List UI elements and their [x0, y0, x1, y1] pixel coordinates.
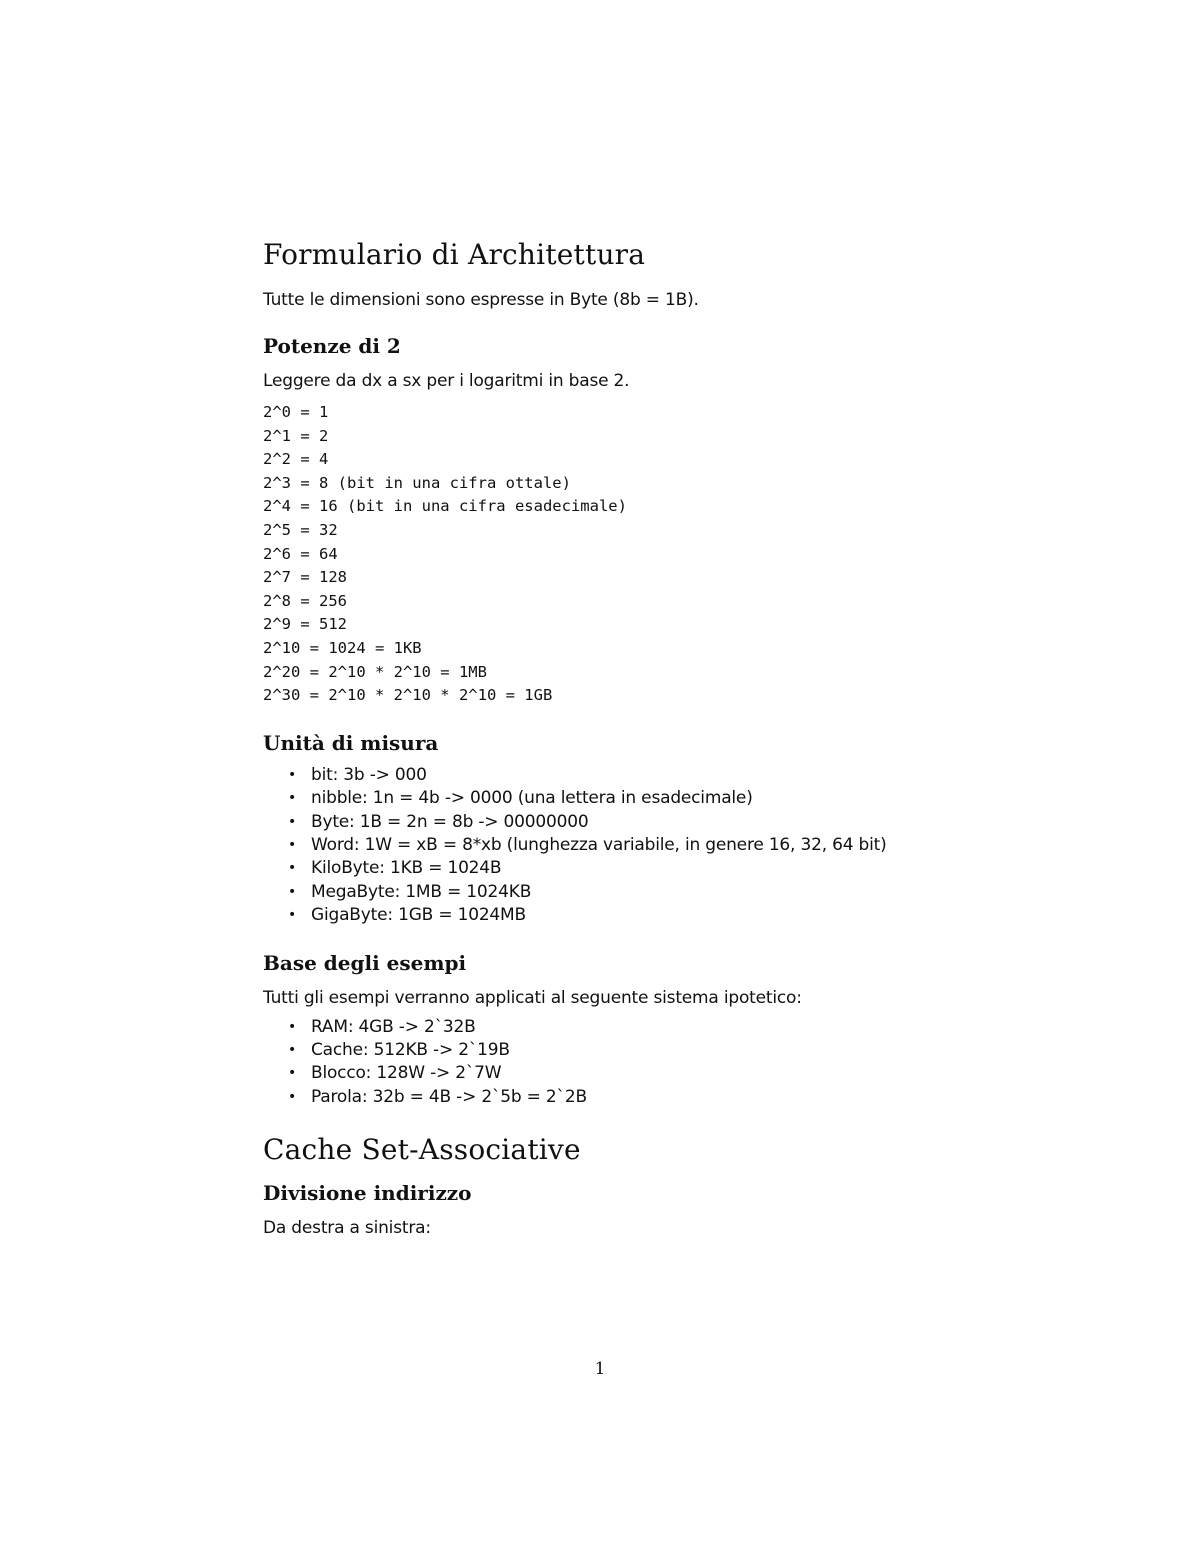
code-line: 2^4 = 16 (bit in una cifra esadecimale) — [263, 497, 627, 516]
code-line: 2^3 = 8 (bit in una cifra ottale) — [263, 473, 571, 492]
section-heading-base: Base degli esempi — [263, 950, 467, 975]
cache-title: Cache Set-Associative — [263, 1133, 581, 1167]
code-line: 2^7 = 128 — [263, 568, 347, 587]
page-number: 1 — [594, 1359, 606, 1379]
list-item-text: Blocco: 128W -> 2`7W — [311, 1063, 502, 1084]
list-item — [263, 764, 963, 787]
example-system-list — [263, 1016, 963, 1110]
page-content — [263, 236, 963, 1242]
bullet-icon: • — [288, 1041, 297, 1058]
bullet-icon: • — [288, 790, 297, 807]
code-line: 2^6 = 64 — [263, 544, 338, 563]
powers-of-two-block — [263, 401, 963, 708]
base-note: Tutti gli esempi verranno applicati al seguente sistema ipotetico: — [263, 987, 802, 1008]
list-item-text: bit: 3b -> 000 — [311, 764, 427, 785]
list-item — [263, 1039, 963, 1062]
bullet-icon: • — [288, 1018, 297, 1035]
section-heading-unita: Unità di misura — [263, 730, 439, 755]
potenze-note: Leggere da dx a sx per i logaritmi in base 2. — [263, 371, 630, 391]
list-item — [263, 904, 963, 927]
bullet-icon: • — [288, 1088, 297, 1105]
list-item-text: Parola: 32b = 4B -> 2`5b = 2`2B — [311, 1086, 587, 1107]
code-line: 2^10 = 1024 = 1KB — [263, 638, 422, 657]
bullet-icon: • — [288, 883, 297, 900]
divisione-note: Da destra a sinistra: — [263, 1218, 431, 1239]
bullet-icon: • — [288, 813, 297, 830]
list-item — [263, 1062, 963, 1085]
bullet-icon: • — [288, 1065, 297, 1082]
list-item — [263, 811, 963, 834]
list-item — [263, 881, 963, 904]
list-item — [263, 1086, 963, 1109]
code-line: 2^20 = 2^10 * 2^10 = 1MB — [263, 662, 487, 681]
code-line: 2^1 = 2 — [263, 426, 329, 445]
units-list — [263, 764, 963, 928]
code-line: 2^30 = 2^10 * 2^10 * 2^10 = 1GB — [263, 686, 553, 705]
code-line: 2^5 = 32 — [263, 520, 338, 539]
bullet-icon: • — [288, 860, 297, 877]
list-item — [263, 1016, 963, 1039]
intro-paragraph: Tutte le dimensioni sono espresse in Byte (8b = 1B). — [263, 290, 699, 310]
list-item-text: Word: 1W = xB = 8*xb (lunghezza variabile, in genere 16, 32, 64 bit) — [311, 834, 887, 855]
document-title: Formulario di Architettura — [263, 238, 646, 271]
code-line: 2^9 = 512 — [263, 615, 347, 634]
code-line: 2^8 = 256 — [263, 591, 347, 610]
list-item-text: RAM: 4GB -> 2`32B — [311, 1016, 476, 1037]
list-item-text: Cache: 512KB -> 2`19B — [311, 1039, 510, 1060]
list-item-text: nibble: 1n = 4b -> 0000 (una lettera in esadecimale) — [311, 788, 753, 809]
list-item — [263, 857, 963, 880]
list-item-text: Byte: 1B = 2n = 8b -> 00000000 — [311, 811, 589, 832]
list-item — [263, 834, 963, 857]
list-item-text: KiloByte: 1KB = 1024B — [311, 858, 502, 879]
section-heading-potenze: Potenze di 2 — [263, 334, 401, 358]
section-heading-divisione: Divisione indirizzo — [263, 1181, 472, 1206]
code-line: 2^0 = 1 — [263, 403, 329, 421]
list-item — [263, 787, 963, 810]
bullet-icon: • — [288, 907, 297, 924]
list-item-text: MegaByte: 1MB = 1024KB — [311, 881, 532, 902]
list-item-text: GigaByte: 1GB = 1024MB — [311, 905, 526, 926]
bullet-icon: • — [288, 766, 297, 783]
bullet-icon: • — [288, 836, 297, 853]
code-line: 2^2 = 4 — [263, 450, 329, 469]
